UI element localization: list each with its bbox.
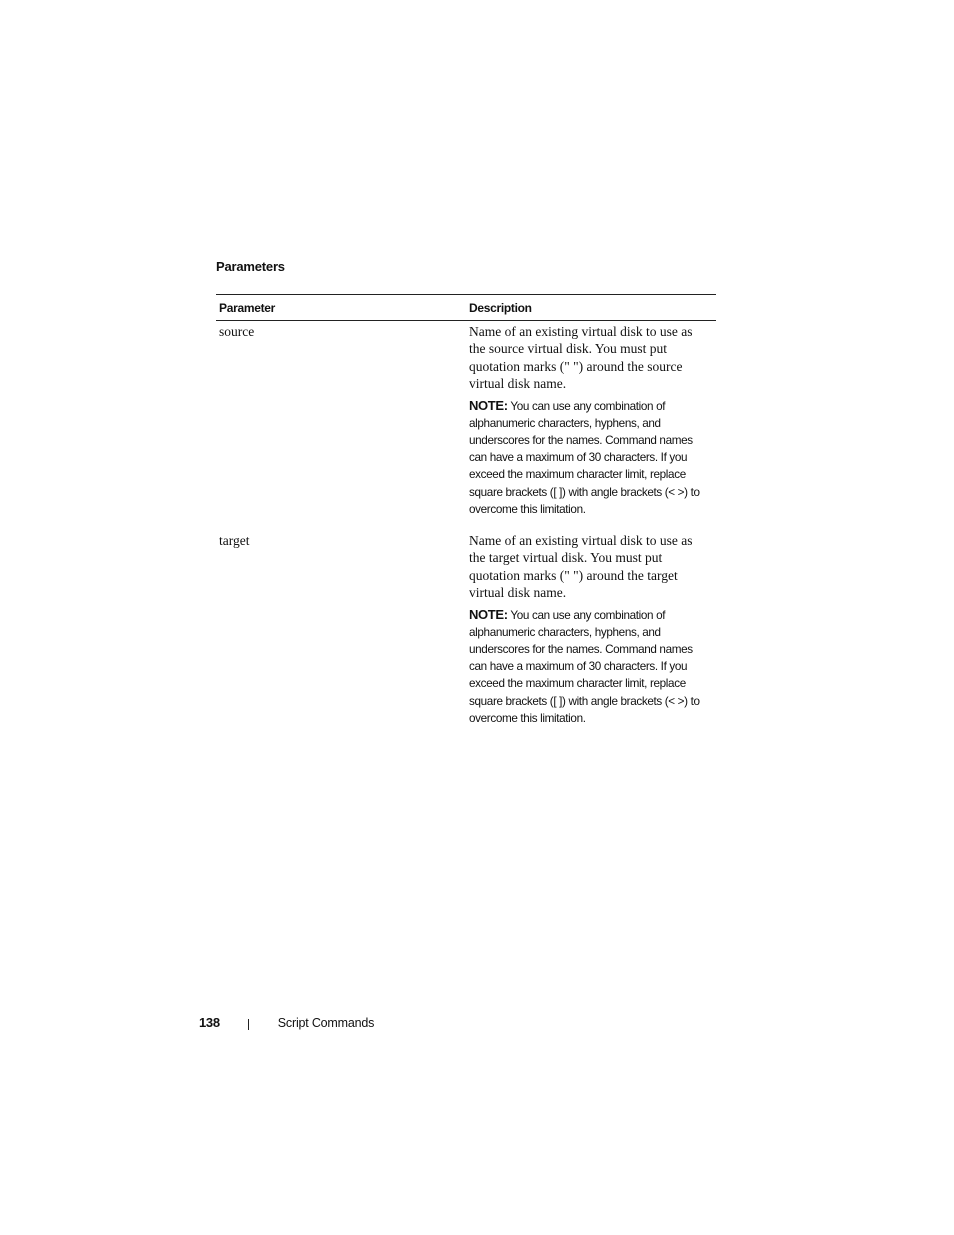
parameter-name: source (219, 324, 255, 339)
table-row (216, 323, 716, 518)
table-header-row (216, 294, 716, 321)
column-header-parameter: Parameter (219, 300, 276, 315)
note-label: NOTE: (469, 397, 508, 413)
note-block (469, 397, 710, 518)
parameter-description-cell (466, 323, 716, 518)
footer-divider (248, 1019, 249, 1030)
parameter-name: target (219, 533, 250, 549)
parameter-description: Name of an existing virtual disk to use as the target virtual disk. You must put quotation marks (" ") around the target virtual disk name. (469, 533, 693, 601)
note-text: You can use any combination of alphanumeric characters, hyphens, and underscores for the names. Command names can have a maximum of 30 characters. If you exceed the maximum character limit, replace square brackets ([ ]) with angle brackets (< >) to overcome this limitation. (469, 399, 700, 516)
note-text: You can use any combination of alphanumeric characters, hyphens, and underscores for the names. Command names can have a maximum of 30 characters. If you exceed the maximum character limit, replace square brackets ([ ]) with angle brackets (< >) to overcome this limitation. (469, 608, 700, 725)
footer-chapter-title: Script Commands (277, 1015, 375, 1030)
table-row (216, 532, 716, 727)
parameter-description-cell (466, 532, 716, 727)
parameter-description: Name of an existing virtual disk to use as the source virtual disk. You must put quotation marks (" ") around the source virtual disk name. (469, 324, 693, 392)
page-number: 138 (199, 1015, 220, 1030)
note-label: NOTE: (469, 606, 508, 622)
note-block (469, 606, 710, 727)
page-footer (199, 1015, 374, 1030)
section-heading: Parameters (216, 259, 285, 274)
parameters-table (216, 294, 716, 727)
column-header-description: Description (469, 300, 532, 315)
